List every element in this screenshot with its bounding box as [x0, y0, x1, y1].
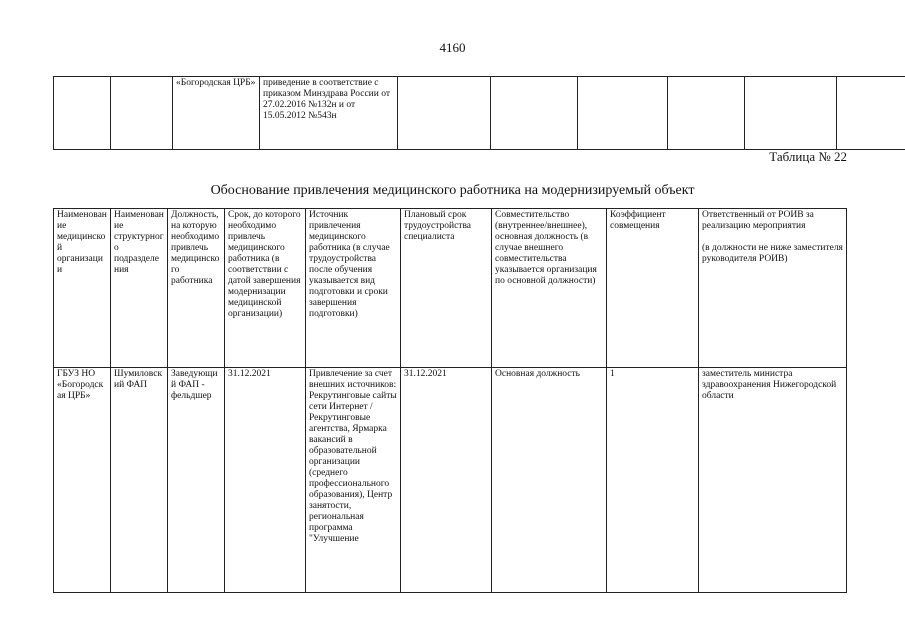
- header-cell: Срок, до которого необходимо привлечь медицинского работника (в соответствии с датой завершения модернизации медицинской организации): [225, 209, 306, 368]
- table-cell: Заведующий ФАП - фельдшер: [168, 368, 225, 593]
- table-caption: Таблица № 22: [769, 149, 847, 164]
- continuation-cell: [578, 77, 668, 150]
- header-cell: Ответственный от РОИВ за реализацию мероприятия (в должности не ниже заместителя руководителя РОИВ): [699, 209, 847, 368]
- continuation-cell: [54, 77, 111, 150]
- continuation-cell: [111, 77, 173, 150]
- continuation-cell: [837, 77, 905, 150]
- header-cell: Должность, на которую необходимо привлечь медицинского работника: [168, 209, 225, 368]
- header-cell: Наименование структурного подразделения: [111, 209, 168, 368]
- continuation-cell: [398, 77, 491, 150]
- table-cell: 31.12.2021: [401, 368, 492, 593]
- header-cell: Коэффициент совмещения: [607, 209, 699, 368]
- continuation-cell: [668, 77, 745, 150]
- continuation-cell: [745, 77, 837, 150]
- table-title: Обоснование привлечения медицинского работника на модернизируемый объект: [210, 183, 695, 198]
- table-cell: Шумиловский ФАП: [111, 368, 168, 593]
- header-cell: Наименование медицинской организации: [54, 209, 111, 368]
- header-cell: Совместительство (внутреннее/внешнее), основная должность (в случае внешнего совместительства указывается организация по основной должности): [492, 209, 607, 368]
- header-cell: Источник привлечения медицинского работника (в случае трудоустройства после обучения указывается вид подготовки и сроки завершения подготовки): [306, 209, 401, 368]
- page-number: 4160: [439, 40, 466, 55]
- continuation-table: [53, 76, 905, 150]
- main-table: [53, 208, 847, 593]
- header-row: [54, 209, 847, 368]
- table-cell: Основная должность: [492, 368, 607, 593]
- table-cell: Привлечение за счет внешних источников: Рекрутинговые сайты сети Интернет / Рекрутинговые агентства, Ярмарка вакансий в образовательной организации (среднего профессионального образования), Центр занятости, региональная программа "Улучшение: [306, 368, 401, 593]
- table-cell: 31.12.2021: [225, 368, 306, 593]
- continuation-cell: «Богородская ЦРБ»: [173, 77, 260, 150]
- continuation-cell: приведение в соответствие с приказом Минздрава России от 27.02.2016 №132н и от 15.05.2012 №543н: [260, 77, 398, 150]
- continuation-row: [54, 77, 905, 150]
- table-cell: 1: [607, 368, 699, 593]
- table-cell: ГБУЗ НО «Богородская ЦРБ»: [54, 368, 111, 593]
- continuation-cell: [491, 77, 578, 150]
- table-cell: заместитель министра здравоохранения Нижегородской области: [699, 368, 847, 593]
- header-cell: Плановый срок трудоустройства специалиста: [401, 209, 492, 368]
- table-row: [54, 368, 847, 593]
